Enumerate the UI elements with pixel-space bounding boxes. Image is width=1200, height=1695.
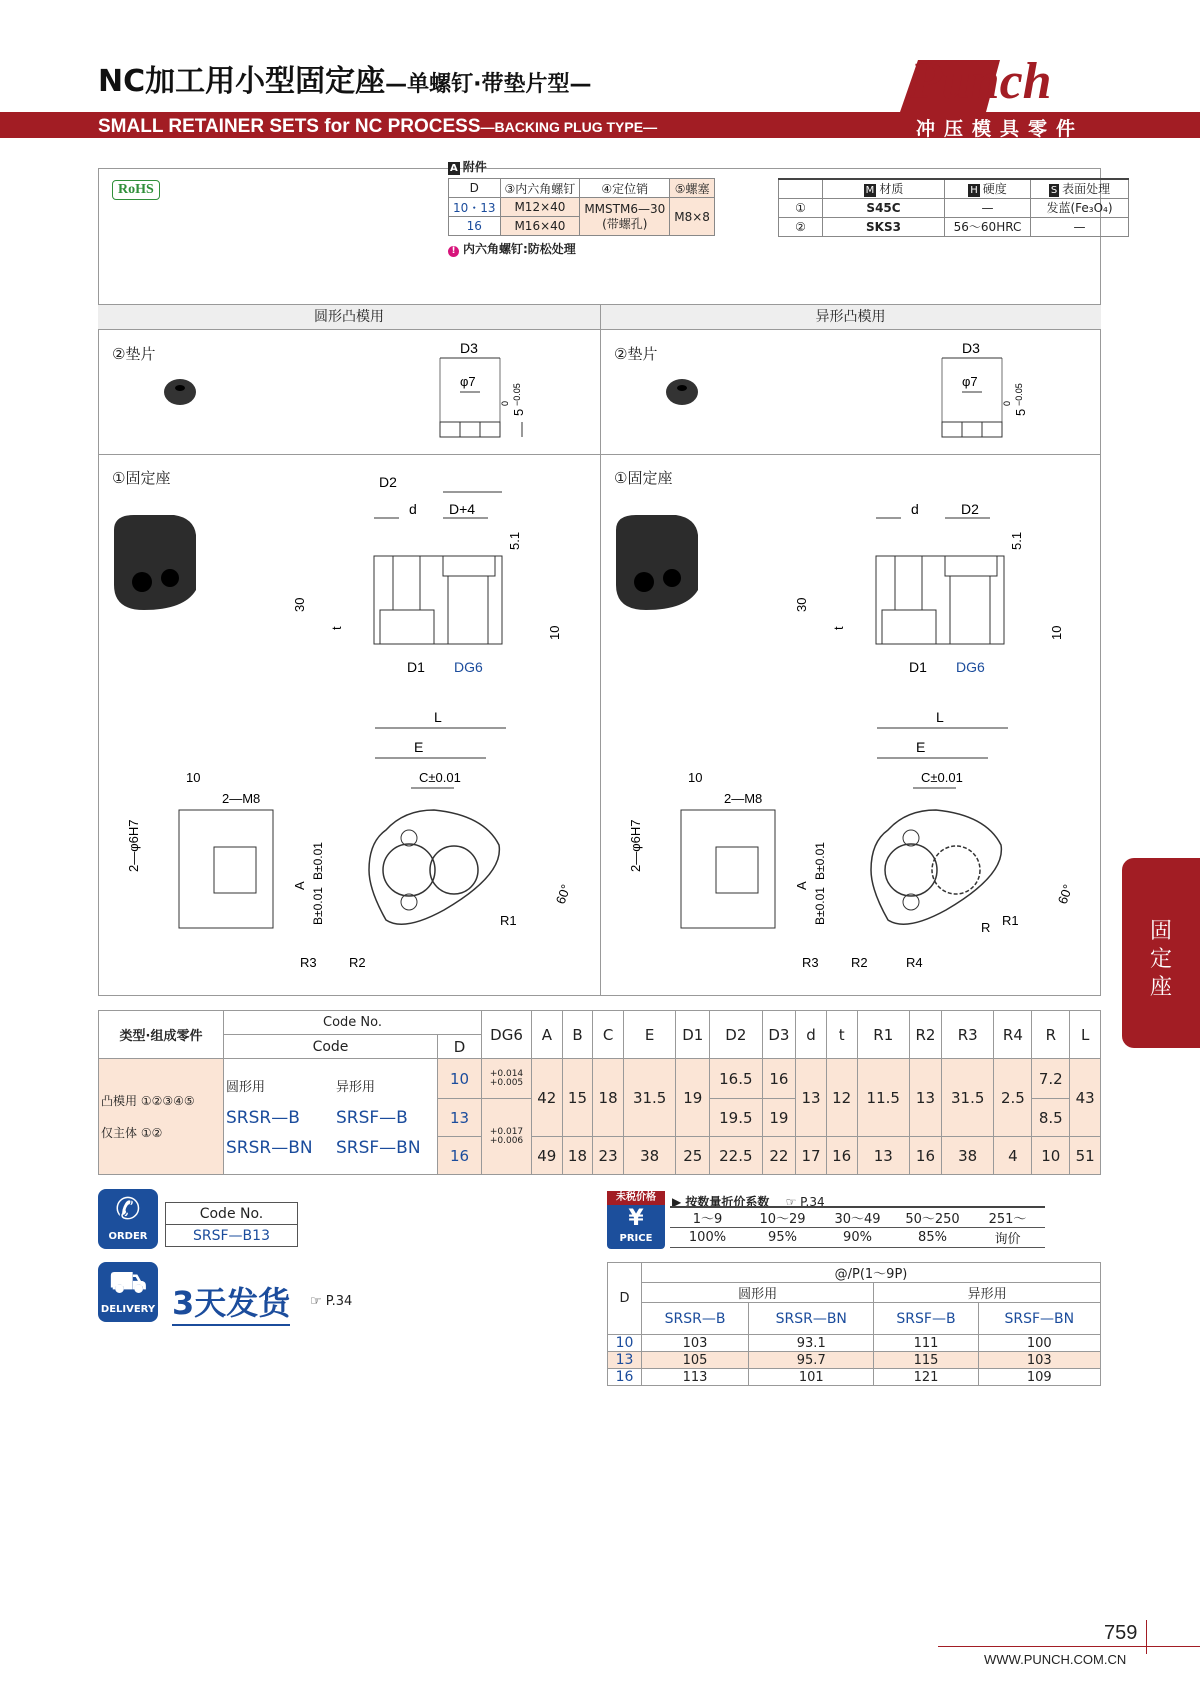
svg-text:0: 0 (500, 400, 510, 406)
svg-text:60°: 60° (552, 882, 574, 907)
delivery-icon: ⛟ DELIVERY (98, 1262, 158, 1322)
svg-text:t: t (329, 626, 344, 630)
retainer-drawing-round (104, 470, 594, 990)
footer-rule (1146, 1620, 1147, 1654)
section-round: 圆形凸模用 (98, 304, 600, 330)
svg-text:5: 5 (1013, 408, 1028, 416)
svg-text:−0.05: −0.05 (512, 383, 522, 406)
svg-text:B±0.01: B±0.01 (311, 842, 325, 880)
svg-text:A: A (292, 881, 307, 890)
washer-label: ②垫片 (614, 345, 658, 363)
svg-text:2—M8: 2—M8 (222, 791, 261, 806)
svg-text:5.1: 5.1 (507, 531, 522, 550)
order-example-table: Code No. SRSF—B13 (165, 1202, 298, 1247)
svg-text:60°: 60° (1054, 882, 1076, 907)
page-subtitle: SMALL RETAINER SETS for NC PROCESS—BACKING PLUG TYPE— (98, 116, 658, 137)
svg-text:5: 5 (511, 408, 526, 416)
svg-text:30: 30 (292, 597, 307, 612)
svg-text:10: 10 (1049, 625, 1064, 640)
svg-text:D3: D3 (962, 340, 980, 356)
divider (600, 304, 601, 996)
washer-photo (164, 379, 196, 405)
svg-text:E: E (916, 739, 926, 755)
svg-text:10: 10 (186, 770, 201, 785)
price-table: D @/P(1～9P) 圆形用 异形用 SRSR—B SRSR—BN SRSF—B SRSF—BN 10 103 93.1 111 100 13 105 95.7 115 103 16 113 101 121 109 (607, 1262, 1101, 1386)
svg-text:C±0.01: C±0.01 (921, 770, 963, 785)
accessories-table: D ③内六角螺钉 ④定位销 ⑤螺塞 10・13 M12×40 MMSTM6—30 (带螺孔) M8×8 16 M16×40 (448, 178, 715, 236)
side-tab-category[interactable]: 固 定 座 (1122, 858, 1200, 1048)
discount-heading: ▶ 按数量折价系数 ☞ P.34 (672, 1195, 825, 1209)
svg-text:d: d (911, 501, 919, 517)
svg-text:R2: R2 (851, 955, 868, 970)
svg-text:R4: R4 (906, 955, 923, 970)
svg-text:D3: D3 (460, 340, 478, 356)
svg-text:D2: D2 (961, 501, 979, 517)
footer-rule (938, 1646, 1200, 1647)
website-url: WWW.PUNCH.COM.CN (984, 1652, 1127, 1667)
svg-text:R3: R3 (300, 955, 317, 970)
retainer-drawing-shaped (606, 470, 1096, 990)
svg-text:E: E (414, 739, 424, 755)
svg-text:DG6: DG6 (454, 659, 483, 675)
svg-text:D+4: D+4 (449, 501, 476, 517)
svg-text:30: 30 (794, 597, 809, 612)
svg-text:d: d (409, 501, 417, 517)
rohs-badge: RoHS (112, 180, 160, 200)
svg-text:DG6: DG6 (956, 659, 985, 675)
svg-text:B±0.01: B±0.01 (813, 887, 827, 925)
svg-text:L: L (936, 709, 944, 725)
svg-text:D2: D2 (379, 474, 397, 490)
svg-text:B±0.01: B±0.01 (311, 887, 325, 925)
spec-table: 类型·组成零件 Code No. DG6 A B C E D1 D2 D3 d t R1 R2 R3 R4 R L Code D 凸模用 ①②③④⑤ 仅主体 ①② 圆形用 异形用 SRSR—B SRSF—B SRSR—BN SRSF—BN 10 +0.014 +0.005 42 15 18 31.5 19 16.5 16 13 12 11.5 13 31.5 2.5 7.2 43 13 +0.017 +0.006 19.5 19 8.5 16 49 18 23 38 25 22.5 22 17 16 13 16 38 4 10 51 (98, 1010, 1101, 1175)
svg-text:0: 0 (1002, 400, 1012, 406)
washer-label: ②垫片 (112, 345, 156, 363)
brand-subtitle: 冲压模具零件 (916, 118, 1085, 140)
svg-text:R: R (981, 920, 991, 935)
brand-text: Punch (910, 54, 1052, 110)
seat-label: ①固定座 (112, 469, 171, 487)
svg-text:L: L (434, 709, 442, 725)
svg-text:R1: R1 (1002, 913, 1019, 928)
svg-text:t: t (831, 626, 846, 630)
page-title: NC加工用小型固定座—单螺钉·带垫片型— (98, 64, 592, 99)
svg-text:−0.05: −0.05 (1014, 383, 1024, 406)
svg-text:R3: R3 (802, 955, 819, 970)
svg-text:D1: D1 (909, 659, 927, 675)
svg-text:2—M8: 2—M8 (724, 791, 763, 806)
price-icon: 未税价格 ¥ PRICE (607, 1191, 665, 1249)
order-icon: ✆ ORDER (98, 1189, 158, 1249)
screw-note: ! 内六角螺钉:防松处理 (448, 240, 576, 257)
svg-text:R2: R2 (349, 955, 366, 970)
svg-text:R1: R1 (500, 913, 517, 928)
svg-text:D1: D1 (407, 659, 425, 675)
svg-text:2—φ6H7: 2—φ6H7 (126, 819, 141, 872)
delivery-text: 3天发货 (172, 1278, 290, 1326)
material-table: M 材质 H 硬度 S 表面处理 ① S45C — 发蓝(Fe₃O₄) ② SKS3 56～60HRC — (778, 178, 1129, 237)
discount-table: 1～9 10～29 30～49 50～250 251～ 100% 95% 90% 85% 询价 (670, 1206, 1045, 1248)
punch-logo (880, 54, 1110, 114)
svg-text:10: 10 (547, 625, 562, 640)
svg-text:2—φ6H7: 2—φ6H7 (628, 819, 643, 872)
delivery-ref: ☞ P.34 (310, 1294, 353, 1309)
accessories-heading: A 附件 (450, 160, 487, 174)
divider (98, 454, 1101, 455)
section-shaped: 异形凸模用 (600, 304, 1101, 330)
page-number: 759 (1104, 1622, 1138, 1644)
svg-text:5.1: 5.1 (1009, 531, 1024, 550)
seat-label: ①固定座 (614, 469, 673, 487)
washer-drawing (150, 336, 590, 446)
svg-text:A: A (794, 881, 809, 890)
svg-text:φ7: φ7 (962, 374, 978, 389)
svg-text:C±0.01: C±0.01 (419, 770, 461, 785)
svg-text:10: 10 (688, 770, 703, 785)
svg-text:B±0.01: B±0.01 (813, 842, 827, 880)
washer-drawing (652, 336, 1092, 446)
svg-text:φ7: φ7 (460, 374, 476, 389)
